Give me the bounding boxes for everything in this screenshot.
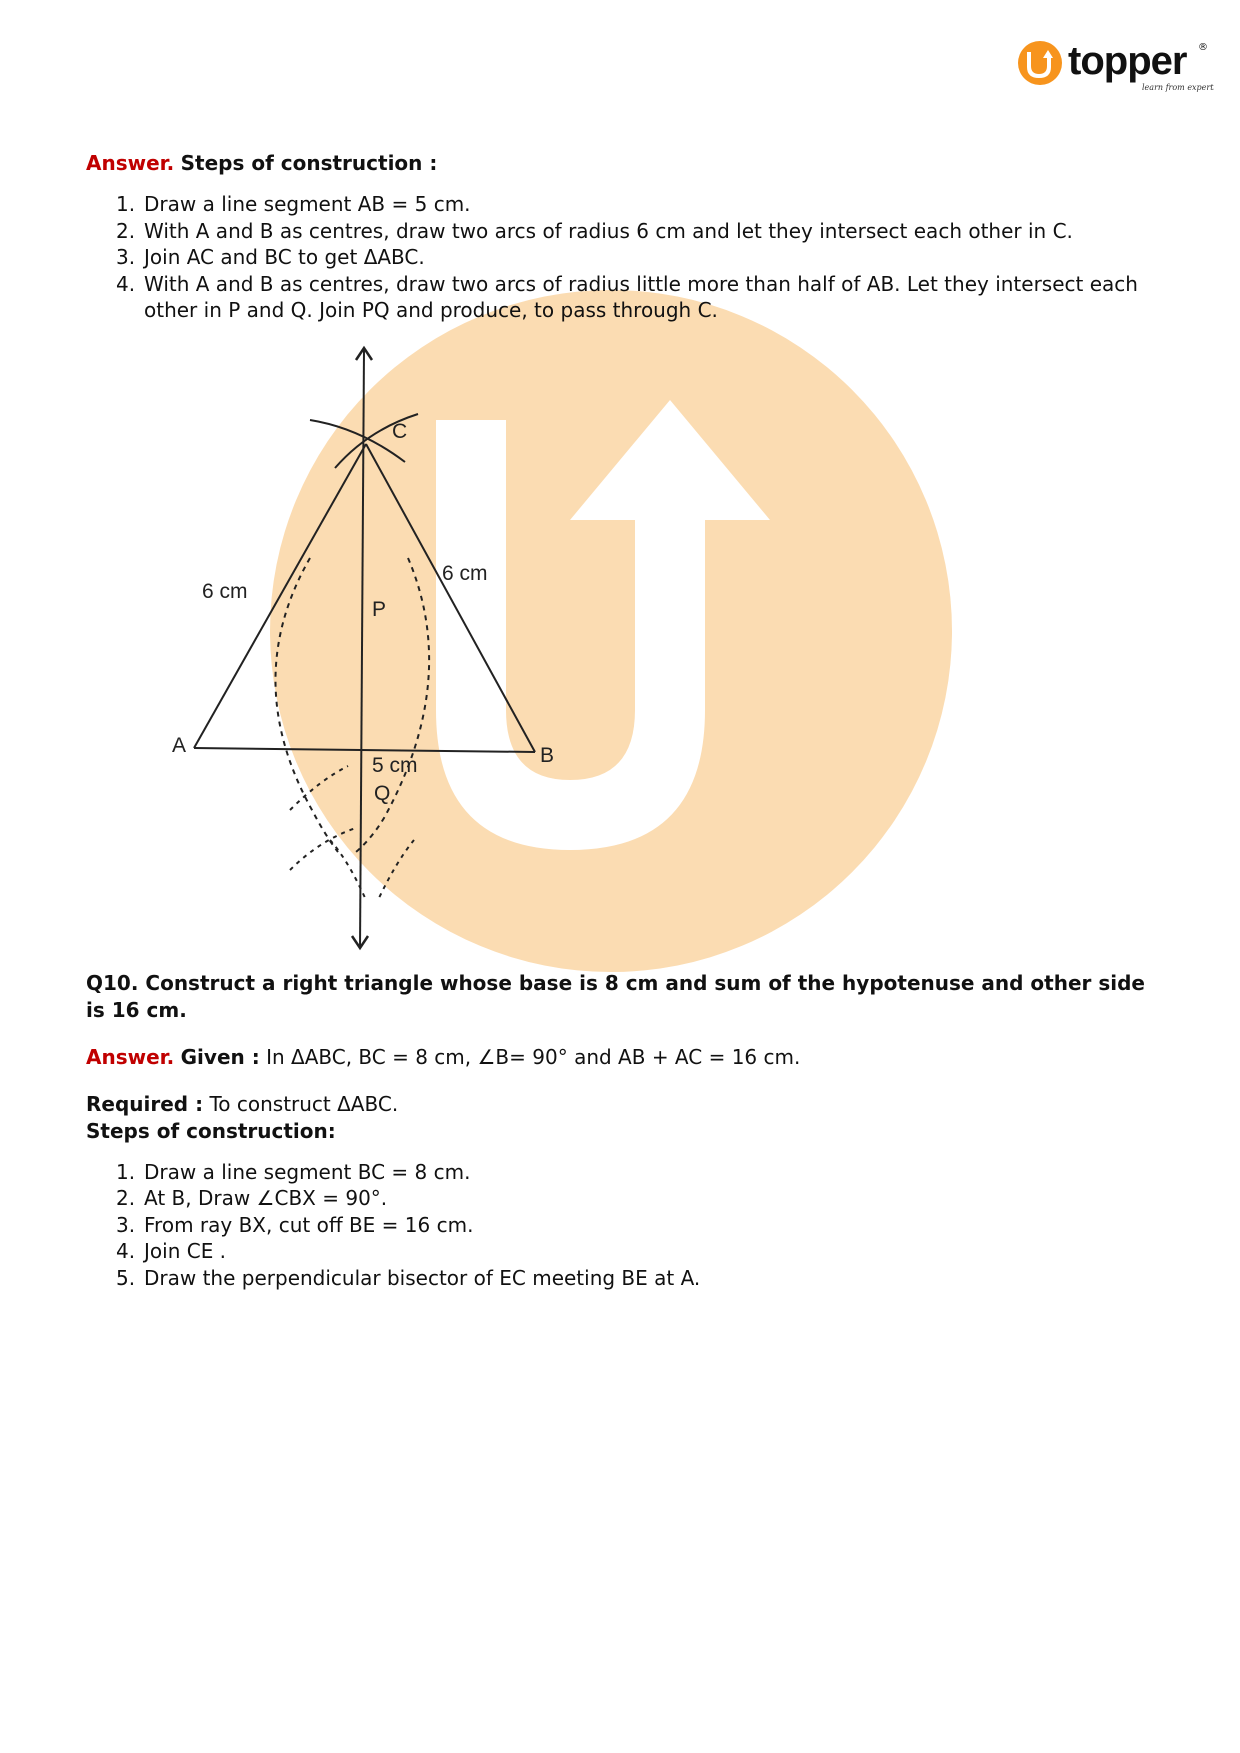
- q10-steps-list: [86, 1159, 1146, 1292]
- arc-bottom-cross-right: [378, 840, 414, 900]
- q10-given: [86, 1044, 1146, 1071]
- answer-label: Answer.: [86, 1044, 175, 1069]
- list-item: 2. At B, Draw ∠CBX = 90°.: [116, 1186, 388, 1210]
- list-item: 3. From ray BX, cut off BE = 16 cm.: [116, 1212, 474, 1237]
- q10-required: [86, 1091, 1146, 1118]
- perpendicular-bisector-line: [360, 350, 364, 948]
- label-p: P: [372, 598, 387, 621]
- list-item: 3. Join AC and BC to get ΔABC.: [116, 245, 425, 269]
- answer1-heading: [86, 150, 1146, 177]
- logo-registered-mark: ®: [1198, 42, 1208, 53]
- logo-wordmark: topper: [1068, 39, 1187, 83]
- side-bc: [366, 444, 535, 752]
- required-text: To construct ΔABC.: [203, 1091, 399, 1116]
- label-b: B: [540, 744, 555, 767]
- arc-from-a: [356, 558, 429, 852]
- list-item: 1. Draw a line segment BC = 8 cm.: [116, 1159, 471, 1184]
- list-item: 4. Join CE .: [116, 1239, 227, 1263]
- answer-label: Answer.: [86, 151, 175, 175]
- label-bc-length: 6 cm: [442, 562, 488, 585]
- triangle-construction-figure: [160, 340, 580, 960]
- label-ac-length: 6 cm: [202, 580, 248, 603]
- q10-steps-heading: Steps of construction:: [86, 1118, 336, 1143]
- required-label: Required :: [86, 1091, 204, 1116]
- brand-logo: [1018, 36, 1214, 98]
- arc-at-c-from-a: [310, 420, 408, 462]
- q10-question: Q10. Construct a right triangle whose base is 8 cm and sum of the hypotenuse and other side is 16 cm.: [86, 970, 1145, 1022]
- arc-from-b: [275, 558, 338, 852]
- label-ab-length: 5 cm: [372, 754, 418, 777]
- list-item: 2. With A and B as centres, draw two arcs of radius 6 cm and let they intersect each other in C.: [116, 218, 1073, 243]
- steps-heading: Steps of construction :: [180, 151, 438, 175]
- label-a: A: [172, 734, 187, 757]
- construction-steps-list: [86, 191, 1146, 324]
- logo-circle-icon: [1018, 41, 1062, 85]
- arc-bottom-left: [290, 766, 348, 810]
- side-ab: [194, 748, 535, 752]
- list-item: 4. With A and B as centres, draw two arcs of radius little more than half of AB. Let they intersect each other in P and Q. Join PQ and produce, to pass through C.: [116, 271, 1138, 322]
- label-c: C: [392, 420, 408, 443]
- given-text: In ΔABC, BC = 8 cm, ∠B= 90° and AB + AC = 16 cm.: [259, 1044, 801, 1069]
- logo-tagline: learn from experts: [1142, 83, 1214, 92]
- list-item: 1. Draw a line segment AB = 5 cm.: [116, 192, 471, 216]
- given-label: Given :: [180, 1044, 260, 1069]
- list-item: 5. Draw the perpendicular bisector of EC meeting BE at A.: [116, 1265, 701, 1290]
- label-q: Q: [374, 782, 391, 805]
